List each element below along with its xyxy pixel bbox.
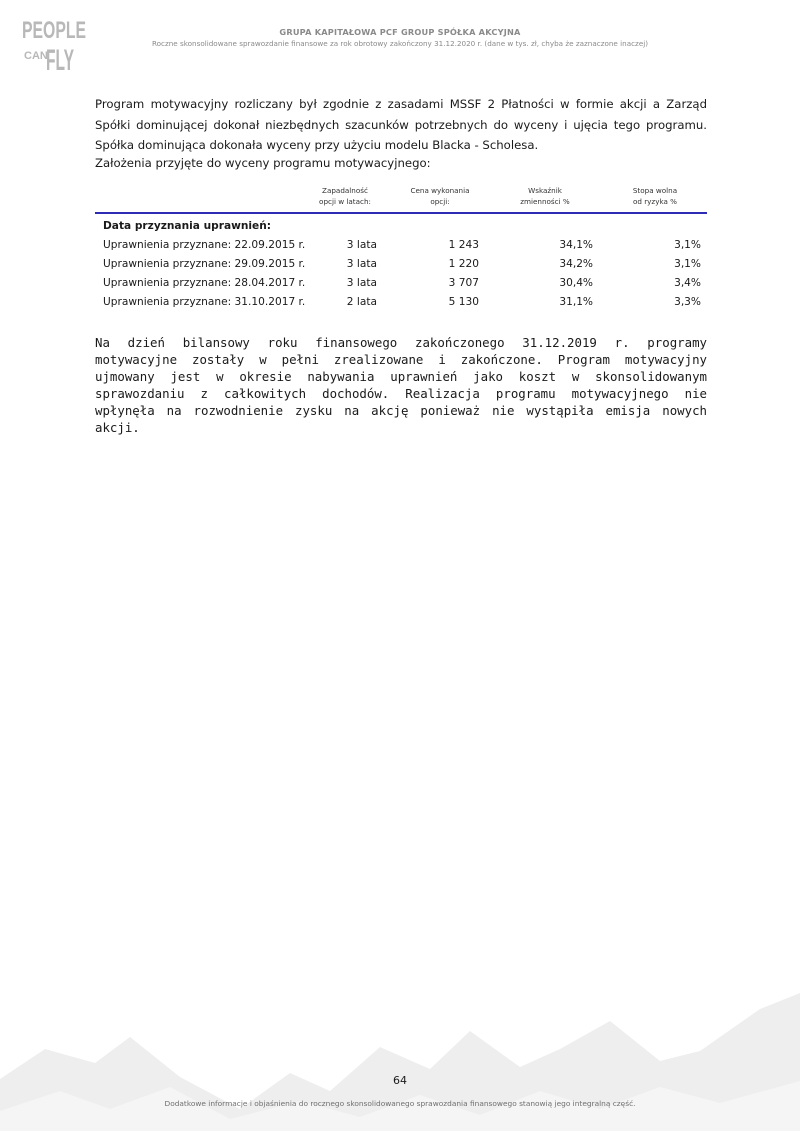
table-row bbox=[95, 274, 707, 293]
cell-rate: 3,3% bbox=[674, 296, 701, 308]
row-label: Uprawnienia przyznane: 29.09.2015 r. bbox=[103, 258, 306, 270]
paragraph-assumptions-intro: Założenia przyjęte do wyceny programu motywacyjnego: bbox=[95, 156, 431, 170]
cell-price: 1 220 bbox=[448, 258, 479, 270]
page-number: 64 bbox=[393, 1074, 407, 1087]
cell-volatility: 31,1% bbox=[559, 296, 593, 308]
cell-maturity: 3 lata bbox=[346, 239, 377, 251]
svg-text:CAN: CAN bbox=[24, 50, 48, 62]
report-subtitle: Roczne skonsolidowane sprawozdanie finansowe za rok obrotowy zakończony 31.12.2020 r. (dane w tys. zł, chyba że zaznaczone inaczej) bbox=[151, 39, 649, 48]
svg-text:FLY: FLY bbox=[46, 44, 74, 77]
row-label: Uprawnienia przyznane: 28.04.2017 r. bbox=[103, 277, 306, 289]
people-can-fly-logo bbox=[22, 14, 88, 77]
page-header bbox=[110, 27, 690, 49]
cell-volatility: 30,4% bbox=[559, 277, 593, 289]
table-row bbox=[95, 236, 707, 255]
paragraph-program-completion: Na dzień bilansowy roku finansowego zakończonego 31.12.2019 r. programy motywacyjne zostały w pełni zrealizowane i zakończone. Program motywacyjny ujmowany jest w okresie nabywania uprawnień jako koszt w skonsolidowanym sprawozdaniu z całkowitych dochodów. Realizacja programu motywacyjnego nie wpłynęła na rozwodnienie zysku na akcję ponieważ nie wystąpiła emisja nowych akcji. bbox=[95, 335, 707, 435]
valuation-assumptions-table bbox=[95, 186, 707, 312]
header-exercise-price: Cena wykonania opcji: bbox=[410, 186, 470, 206]
cell-maturity: 3 lata bbox=[346, 258, 377, 270]
cell-maturity: 2 lata bbox=[346, 296, 377, 308]
cell-maturity: 3 lata bbox=[346, 277, 377, 289]
cell-rate: 3,1% bbox=[674, 239, 701, 251]
svg-text:PEOPLE: PEOPLE bbox=[22, 17, 86, 44]
cell-volatility: 34,1% bbox=[559, 239, 593, 251]
row-label: Uprawnienia przyznane: 31.10.2017 r. bbox=[103, 296, 306, 308]
cell-rate: 3,4% bbox=[674, 277, 701, 289]
cell-volatility: 34,2% bbox=[559, 258, 593, 270]
table-row bbox=[95, 255, 707, 274]
company-name: GRUPA KAPITAŁOWA PCF GROUP SPÓŁKA AKCYJNA bbox=[279, 27, 521, 37]
footer-note: Dodatkowe informacje i objaśnienia do rocznego skonsolidowanego sprawozdania finansowego stanowią jego integralną część. bbox=[164, 1099, 636, 1108]
cell-price: 5 130 bbox=[448, 296, 479, 308]
paragraph-program-description: Program motywacyjny rozliczany był zgodnie z zasadami MSSF 2 Płatności w formie akcji a Zarząd Spółki dominującej dokonał niezbędnych szacunków potrzebnych do wyceny i ujęcia tego programu. Spółka dominująca dokonała wyceny przy użyciu modelu Blacka - Scholesa. bbox=[95, 97, 707, 152]
cell-price: 1 243 bbox=[448, 239, 479, 251]
table-row bbox=[95, 293, 707, 312]
table-header bbox=[95, 186, 707, 214]
header-risk-free-rate: Stopa wolna od ryzyka % bbox=[632, 186, 678, 206]
cell-rate: 3,1% bbox=[674, 258, 701, 270]
cell-price: 3 707 bbox=[448, 277, 479, 289]
mountain-background-graphic bbox=[0, 991, 800, 1131]
header-volatility: Wskaźnik zmienności % bbox=[520, 186, 570, 206]
row-label: Uprawnienia przyznane: 22.09.2015 r. bbox=[103, 239, 306, 251]
table-section-label: Data przyznania uprawnień: bbox=[103, 220, 272, 232]
header-maturity: Zapadalność opcji w latach: bbox=[319, 186, 371, 206]
